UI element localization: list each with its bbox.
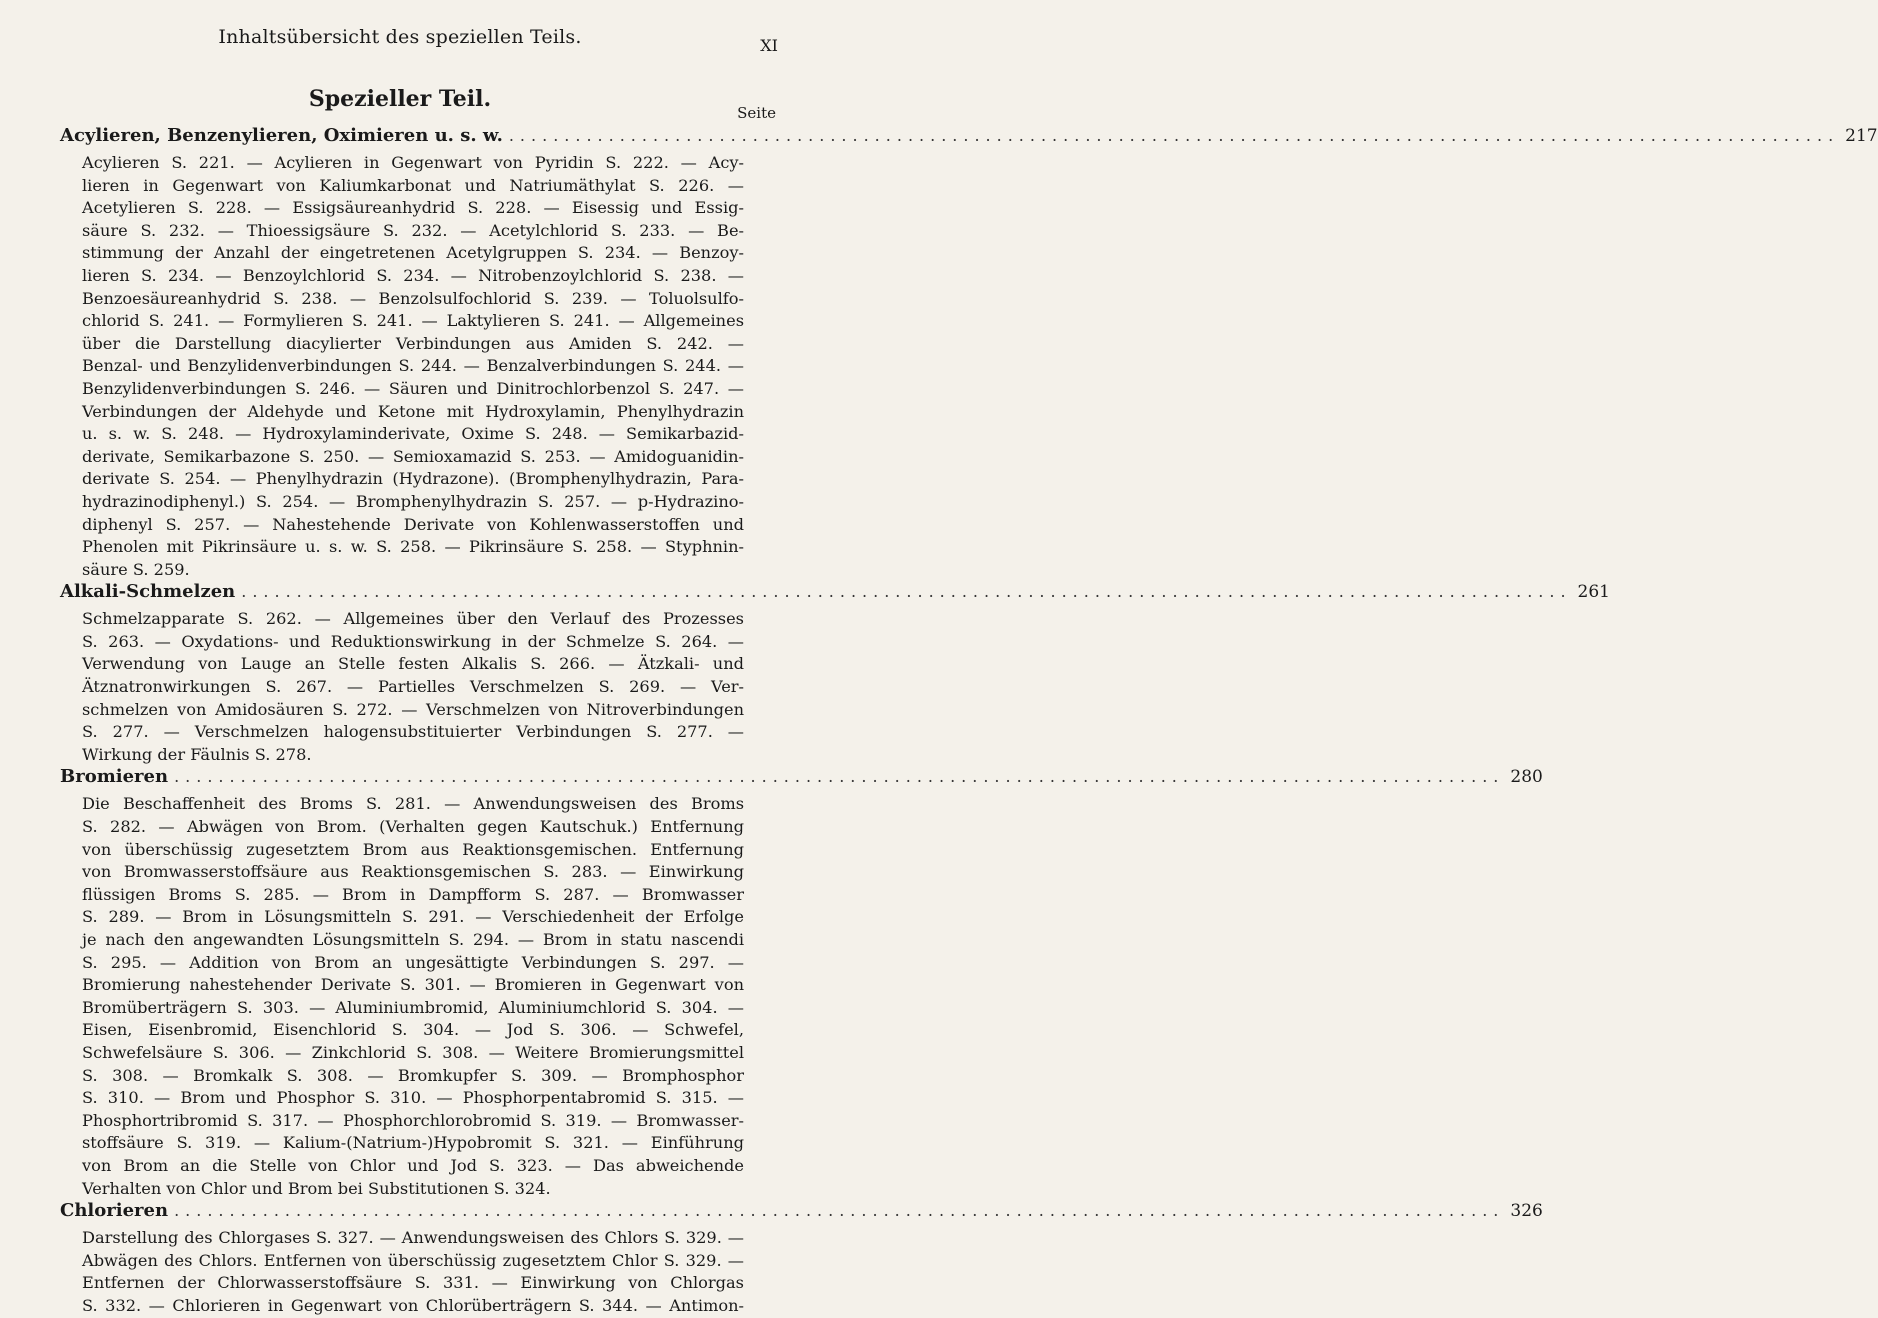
description-line: Acetylieren S. 228. — Essigsäureanhydrid S. 228. — Eisessig und Essig- — [82, 198, 744, 218]
description-line: Schmelzapparate S. 262. — Allgemeines über den Verlauf des Prozesses — [82, 609, 744, 629]
description-line: S. 295. — Addition von Brom an ungesättigte Verbindungen S. 297. — — [82, 952, 744, 972]
description-line: Phenolen mit Pikrinsäure u. s. w. S. 258. — Pikrinsäure S. 258. — Styphnin- — [82, 537, 744, 557]
description-line: stimmung der Anzahl der eingetretenen Acetylgruppen S. 234. — Benzoy- — [82, 243, 744, 263]
running-head: Inhaltsübersicht des speziellen Teils. — [218, 26, 582, 48]
description-line: Darstellung des Chlorgases S. 327. — Anwendungsweisen des Chlors S. 329. — — [82, 1228, 744, 1248]
toc-entry — [60, 766, 1543, 1200]
toc-entry-title: Chlorieren — [60, 1200, 169, 1222]
description-line: S. 332. — Chlorieren in Gegenwart von Chlorüberträgern S. 344. — Antimon- — [82, 1295, 744, 1315]
description-line: S. 277. — Verschmelzen halogensubstituierter Verbindungen S. 277. — — [82, 722, 744, 742]
description-line: u. s. w. S. 248. — Hydroxylaminderivate, Oxime S. 248. — Semikarbazid- — [82, 424, 744, 444]
description-line: Schwefelsäure S. 306. — Zinkchlorid S. 308. — Weitere Bromierungsmittel — [82, 1042, 744, 1062]
description-line: lieren in Gegenwart von Kaliumkarbonat und Natriumäthylat S. 226. — — [82, 175, 744, 195]
toc-entry-title: Bromieren — [60, 766, 169, 788]
description-line: stoffsäure S. 319. — Kalium-(Natrium-)Hypobromit S. 321. — Einführung — [82, 1133, 744, 1153]
description-line: Ätznatronwirkungen S. 267. — Partielles Verschmelzen S. 269. — Ver- — [82, 677, 744, 697]
description-line: Verwendung von Lauge an Stelle festen Alkalis S. 266. — Ätzkali- und — [82, 654, 744, 674]
description-line: Benzoesäureanhydrid S. 238. — Benzolsulfochlorid S. 239. — Toluolsulfo- — [82, 288, 744, 308]
toc-entry-heading — [60, 1200, 1543, 1227]
description-line: S. 310. — Brom und Phosphor S. 310. — Phosphorpentabromid S. 315. — — [82, 1088, 744, 1108]
description-line: Acylieren S. 221. — Acylieren in Gegenwart von Pyridin S. 222. — Acy- — [82, 153, 744, 172]
section-title: Spezieller Teil. — [308, 86, 492, 112]
page-number: XI — [760, 36, 778, 55]
seite-column-label: Seite — [737, 104, 776, 122]
description-line: Benzal- und Benzylidenverbindungen S. 244. — Benzalverbindungen S. 244. — — [82, 356, 744, 376]
description-line: flüssigen Broms S. 285. — Brom in Dampfform S. 287. — Bromwasser — [82, 884, 744, 904]
toc-entry-description — [82, 793, 744, 1200]
description-line: S. 289. — Brom in Lösungsmitteln S. 291. — Verschiedenheit der Erfolge — [82, 907, 744, 927]
toc-entry-description — [82, 608, 744, 766]
toc-entry-heading — [60, 766, 1543, 793]
description-line: Die Beschaffenheit des Broms S. 281. — Anwendungsweisen des Broms — [82, 794, 744, 814]
toc-entry-title: Alkali-Schmelzen — [60, 581, 236, 603]
dot-leader: ........................................................................................................................ — [174, 1201, 1505, 1221]
toc-entry-description — [82, 152, 744, 581]
toc-entry — [60, 1200, 1543, 1317]
description-line: S. 282. — Abwägen von Brom. (Verhalten gegen Kautschuk.) Entfernung — [82, 817, 744, 837]
description-line: diphenyl S. 257. — Nahestehende Derivate von Kohlenwasserstoffen und — [82, 514, 744, 534]
dot-leader: ........................................................................................................................ — [174, 767, 1505, 787]
description-line: Wirkung der Fäulnis S. 278. — [82, 744, 312, 764]
description-line: Benzylidenverbindungen S. 246. — Säuren und Dinitrochlorbenzol S. 247. — — [82, 378, 744, 398]
toc-entry-page-number: 280 — [1510, 767, 1543, 788]
toc-entry-heading — [60, 581, 1610, 608]
description-line: Phosphortribromid S. 317. — Phosphorchlorobromid S. 319. — Bromwasser- — [82, 1110, 744, 1130]
toc-entry-page-number: 261 — [1577, 582, 1610, 603]
description-line: chlorid S. 241. — Formylieren S. 241. — Laktylieren S. 241. — Allgemeines — [82, 311, 744, 331]
toc-entry-page-number: 217 — [1845, 126, 1878, 146]
description-line: über die Darstellung diacylierter Verbindungen aus Amiden S. 242. — — [82, 333, 744, 353]
description-line: hydrazinodiphenyl.) S. 254. — Bromphenylhydrazin S. 257. — p-Hydrazino- — [82, 491, 744, 511]
description-line: säure S. 232. — Thioessigsäure S. 232. — Acetylchlorid S. 233. — Be- — [82, 220, 744, 240]
description-line: Bromierung nahestehender Derivate S. 301. — Bromieren in Gegenwart von — [82, 975, 744, 995]
description-line: von Bromwasserstoffsäure aus Reaktionsgemischen S. 283. — Einwirkung — [82, 862, 744, 882]
description-line: schmelzen von Amidosäuren S. 272. — Verschmelzen von Nitroverbindungen — [82, 699, 744, 719]
description-line: Abwägen des Chlors. Entfernen von überschüssig zugesetztem Chlor S. 329. — — [82, 1250, 744, 1270]
toc-entry-heading — [60, 125, 1878, 152]
toc-entry — [60, 581, 1610, 766]
description-line: S. 308. — Bromkalk S. 308. — Bromkupfer S. 309. — Bromphosphor — [82, 1065, 744, 1085]
description-line: derivate S. 254. — Phenylhydrazin (Hydrazone). (Bromphenylhydrazin, Para- — [82, 469, 744, 489]
toc-entry-description — [82, 1227, 744, 1317]
dot-leader: ........................................................................................................................ — [508, 126, 1840, 145]
description-line: Verhalten von Chlor und Brom bei Substitutionen S. 324. — [82, 1178, 551, 1198]
description-line: je nach den angewandten Lösungsmitteln S. 294. — Brom in statu nascendi — [82, 930, 744, 949]
description-line: säure S. 259. — [82, 559, 190, 579]
table-of-contents — [60, 125, 1878, 1318]
toc-entry-page-number: 326 — [1510, 1201, 1543, 1222]
toc-entry-title: Acylieren, Benzenylieren, Oximieren u. s. w. — [60, 125, 503, 146]
description-line: lieren S. 234. — Benzoylchlorid S. 234. — Nitrobenzoylchlorid S. 238. — — [82, 265, 744, 285]
dot-leader: ........................................................................................................................ — [241, 582, 1572, 602]
description-line: Entfernen der Chlorwasserstoffsäure S. 331. — Einwirkung von Chlorgas — [82, 1273, 744, 1293]
description-line: von Brom an die Stelle von Chlor und Jod S. 323. — Das abweichende — [82, 1155, 744, 1175]
description-line: Verbindungen der Aldehyde und Ketone mit Hydroxylamin, Phenylhydrazin — [82, 401, 744, 421]
description-line: von überschüssig zugesetztem Brom aus Reaktionsgemischen. Entfernung — [82, 839, 744, 859]
description-line: Bromüberträgern S. 303. — Aluminiumbromid, Aluminiumchlorid S. 304. — — [82, 997, 744, 1017]
description-line: derivate, Semikarbazone S. 250. — Semioxamazid S. 253. — Amidoguanidin- — [82, 446, 744, 466]
description-line: Eisen, Eisenbromid, Eisenchlorid S. 304. — Jod S. 306. — Schwefel, — [82, 1020, 744, 1040]
toc-entry — [60, 125, 1878, 581]
description-line: S. 263. — Oxydations- und Reduktionswirkung in der Schmelze S. 264. — — [82, 631, 744, 651]
